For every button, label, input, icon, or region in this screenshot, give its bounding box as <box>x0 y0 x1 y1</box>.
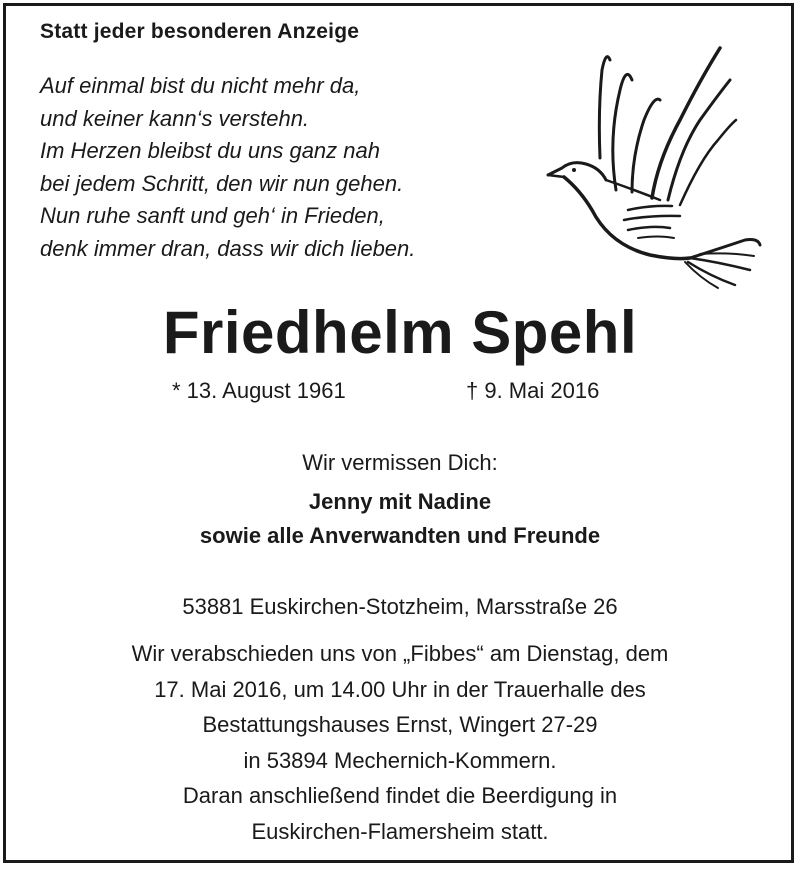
poem-line: Auf einmal bist du nicht mehr da, <box>40 73 361 98</box>
details-line: Daran anschließend findet die Beerdigung in <box>182 783 618 808</box>
details-line: 17. Mai 2016, um 14.00 Uhr in der Trauerhalle des <box>154 676 646 702</box>
family-line: sowie alle Anverwandten und Freunde <box>199 523 601 548</box>
details-line: in 53894 Mechernich-Kommern. <box>243 747 557 773</box>
address: 53881 Euskirchen-Stotzheim, Marsstraße 26 <box>182 594 618 619</box>
poem-line: Nun ruhe sanft und geh‘ in Frieden, <box>40 203 385 228</box>
notice-heading: Statt jeder besonderen Anzeige <box>40 20 360 43</box>
poem-line: bei jedem Schritt, den wir nun gehen. <box>40 170 404 196</box>
details-line: Euskirchen-Flamersheim statt. <box>251 818 549 844</box>
details-line: Bestattungshauses Ernst, Wingert 27-29 <box>202 712 598 737</box>
dove-icon <box>540 40 765 290</box>
poem-line: denk immer dran, dass wir dich lieben. <box>40 235 416 261</box>
funeral-details <box>0 636 800 849</box>
miss-line: Wir vermissen Dich: <box>302 450 498 475</box>
details-line: Wir verabschieden uns von „Fibbes“ am Dienstag, dem <box>131 641 669 666</box>
death-date: † 9. Mai 2016 <box>466 378 600 403</box>
poem-line: und keiner kann‘s verstehn. <box>40 105 310 131</box>
poem <box>40 70 415 265</box>
deceased-name: Friedhelm Spehl <box>162 299 638 366</box>
poem-line: Im Herzen bleibst du uns ganz nah <box>40 138 380 163</box>
birth-date: * 13. August 1961 <box>172 378 346 403</box>
family-names <box>0 485 800 553</box>
family-line: Jenny mit Nadine <box>308 489 492 514</box>
